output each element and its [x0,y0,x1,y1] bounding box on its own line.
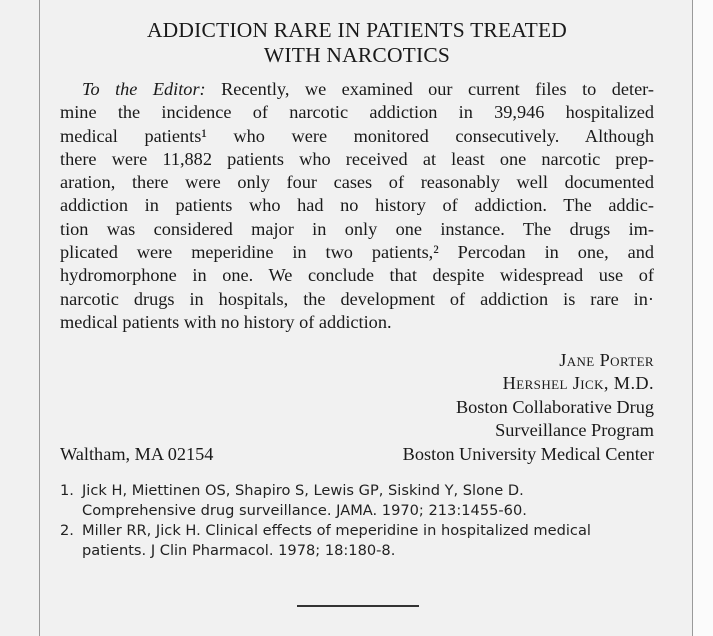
reference-line: Jick H, Miettinen OS, Shapiro S, Lewis GP, Siskind Y, Slone D. [82,482,524,500]
reference-number: 1. [60,482,74,500]
author-1: Jane Porter [559,350,654,371]
affiliation-line-3: Boston University Medical Center [402,444,654,465]
body-line-6: addiction in patients who had no history of addiction. The addic- [60,195,654,216]
reference-number: 2. [60,522,74,540]
reference-item [60,481,654,521]
affiliation-line-2: Surveillance Program [495,420,654,441]
title-line-2: WITH NARCOTICS [263,43,451,67]
body-line-3: medical patients¹ who were monitored consecutively. Although [60,125,654,146]
body-line-9: hydromorphone in one. We conclude that despite widespread use of [60,265,654,286]
left-page-border [39,0,40,636]
author-2: Hershel Jick, M.D. [502,373,654,394]
body-line-1: To the Editor: Recently, we examined our current files to deter- [82,79,654,99]
reference-item [60,521,654,561]
location: Waltham, MA 02154 [60,444,214,465]
right-gutter [693,0,713,636]
body-line-4: there were 11,882 patients who received at least one narcotic prep- [60,148,654,169]
reference-line: patients. J Clin Pharmacol. 1978; 18:180-8. [82,542,396,560]
body-line-10: narcotic drugs in hospitals, the development of addiction is rare in· [60,288,654,309]
section-divider [297,605,419,607]
body-line-8: plicated were meperidine in two patients,² Percodan in one, and [60,242,654,263]
salutation: To the Editor: [82,79,206,99]
body-line-2: mine the incidence of narcotic addiction in 39,946 hospitalized [60,102,654,123]
body-line-11: medical patients with no history of addiction. [60,311,392,332]
reference-line: Miller RR, Jick H. Clinical effects of meperidine in hospitalized medical [82,522,591,540]
title-line-1: ADDICTION RARE IN PATIENTS TREATED [146,18,568,42]
article-title [60,18,654,68]
references [60,481,654,561]
letter-content [60,14,654,561]
body-line-5: aration, there were only four cases of reasonably well documented [60,172,654,193]
letter-body [60,78,654,334]
body-line-7: tion was considered major in only one instance. The drugs im- [60,218,654,239]
signature-block [60,349,654,467]
reference-line: Comprehensive drug surveillance. JAMA. 1970; 213:1455-60. [82,502,527,520]
affiliation-line-1: Boston Collaborative Drug [455,397,654,418]
